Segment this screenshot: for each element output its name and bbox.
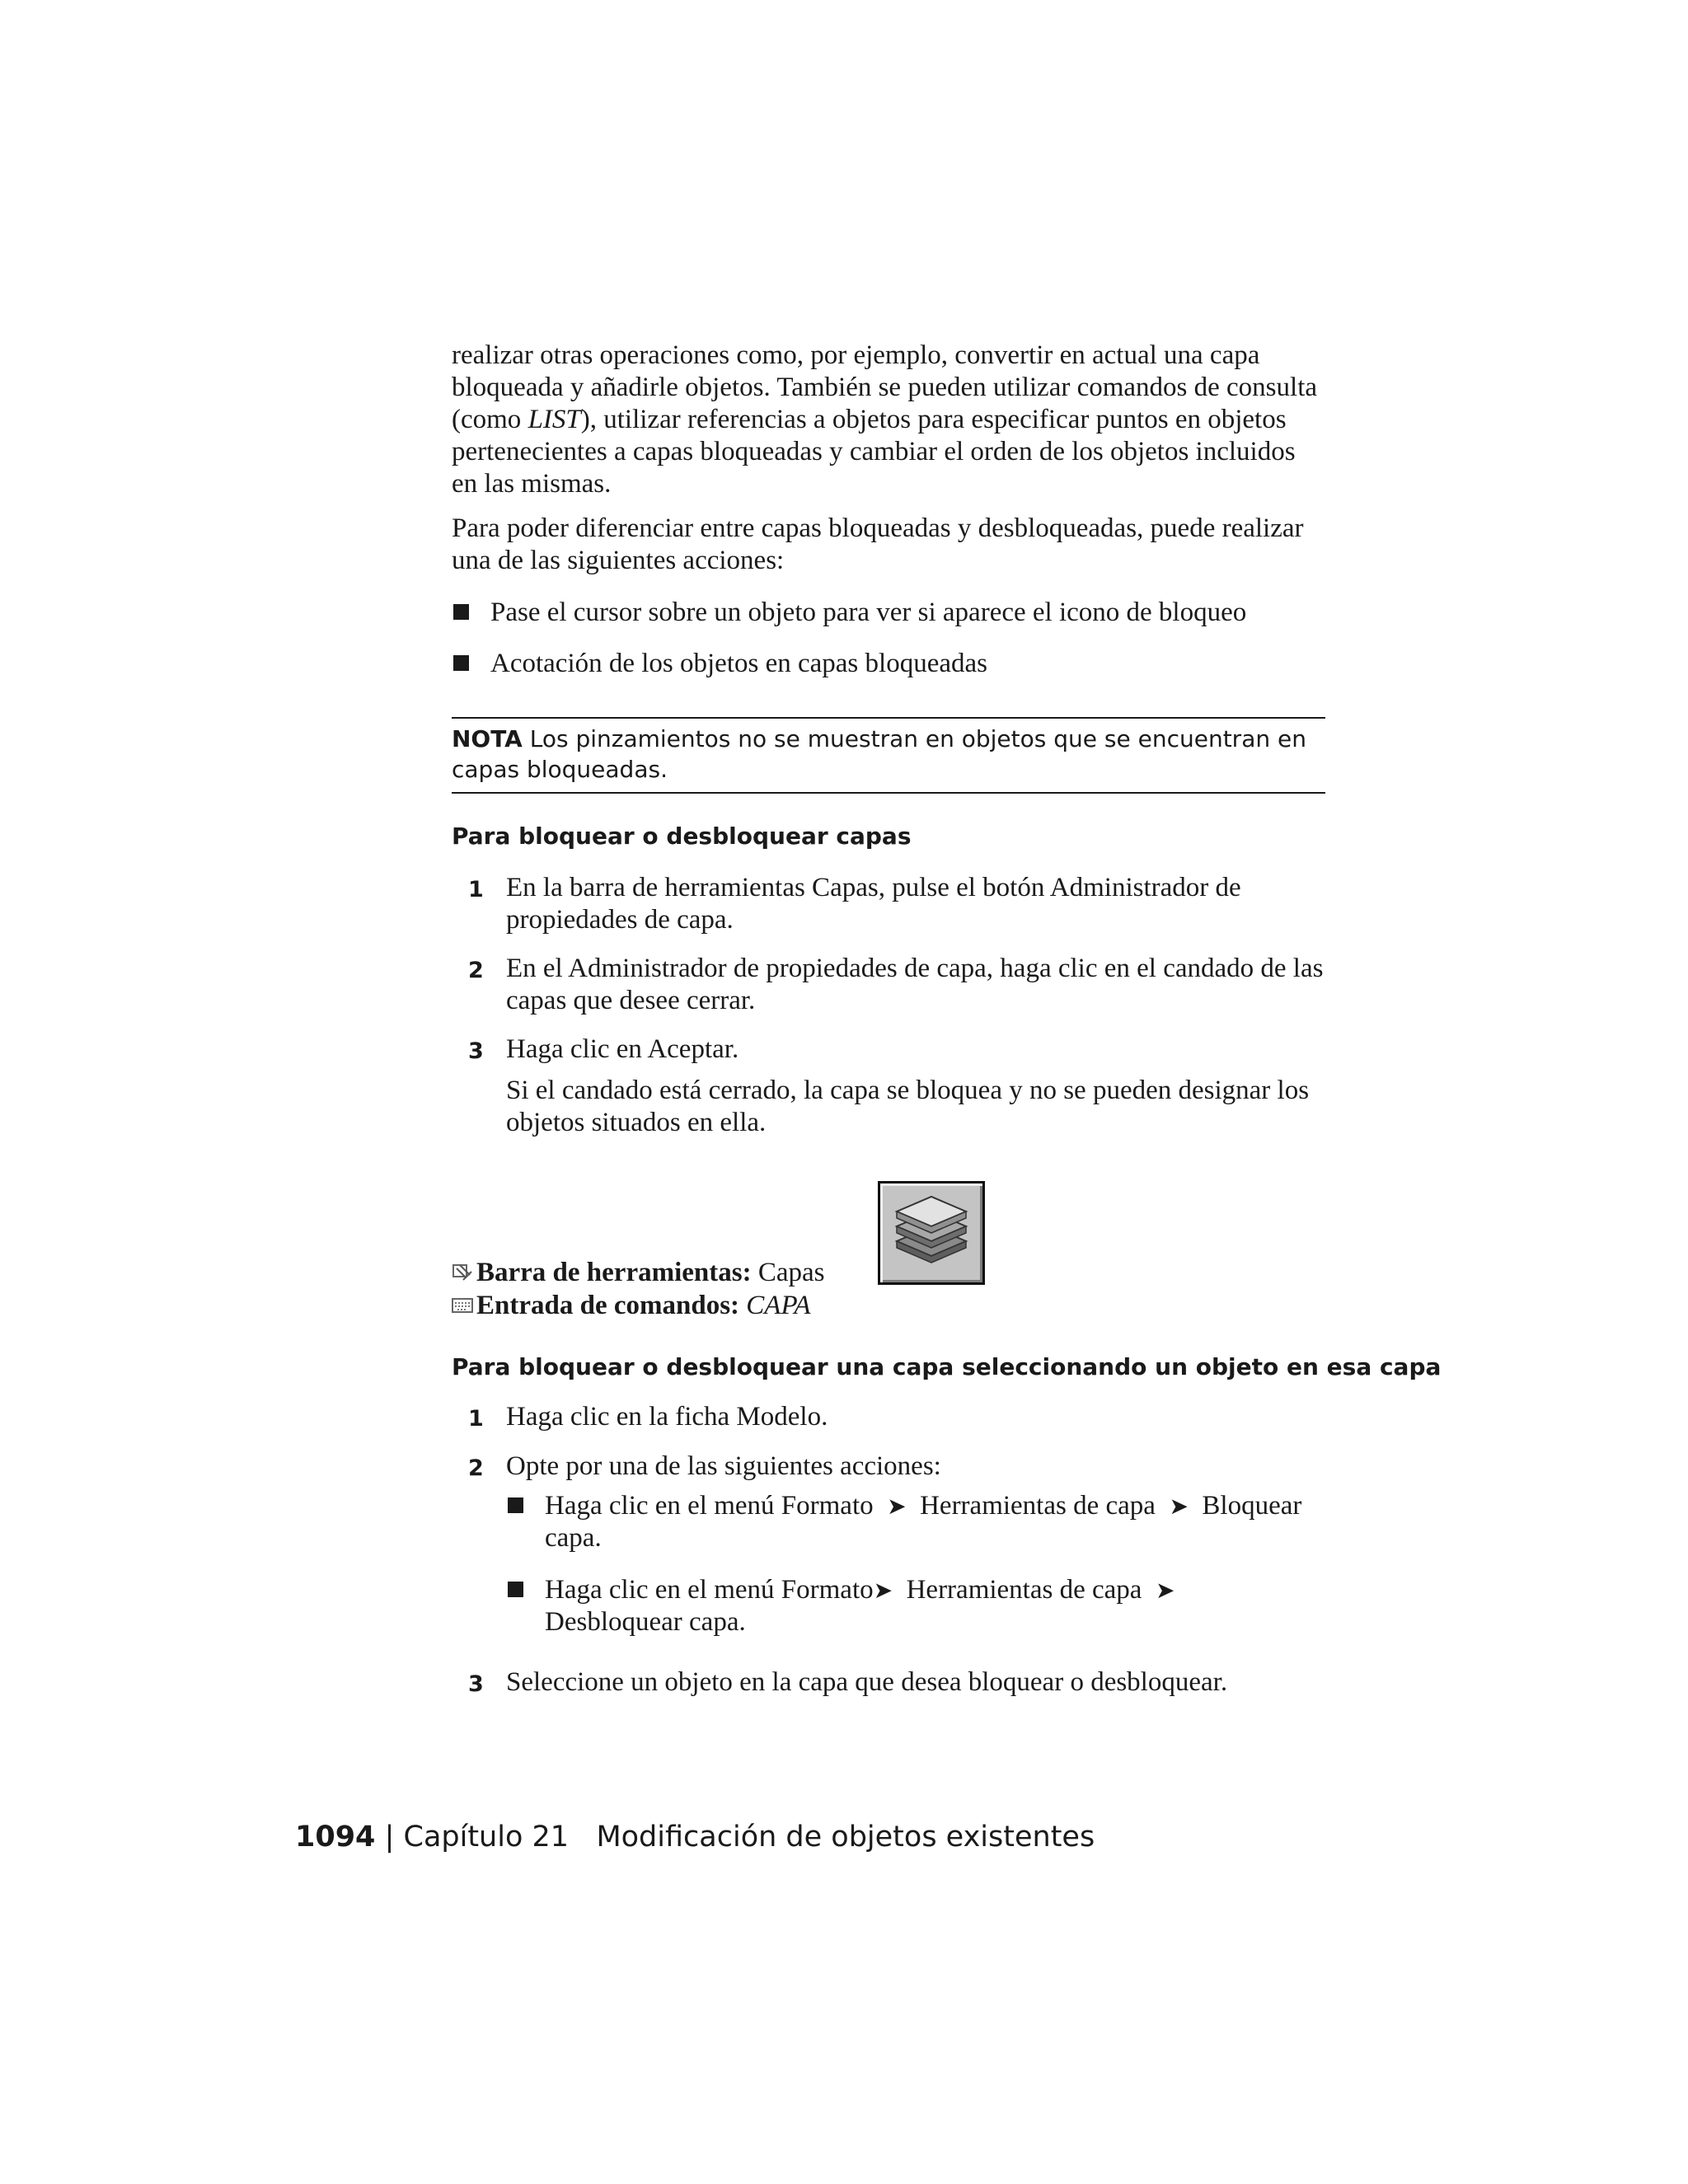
intro-paragraph-1 — [452, 340, 1325, 500]
footer-separator: | — [384, 1821, 395, 1854]
step-number: 3 — [468, 1671, 484, 1697]
menu-path-lock: Bloquear — [1202, 1491, 1302, 1521]
menu-arrow-icon: ➤ — [1155, 1577, 1175, 1604]
step-number: 2 — [468, 1455, 484, 1481]
step-item — [452, 1401, 1325, 1434]
note — [452, 724, 1329, 785]
step-item — [452, 953, 1325, 1019]
command-access-line — [452, 1289, 811, 1322]
step-item — [452, 1451, 1325, 1483]
menu-path-lock-continued: capa. — [545, 1523, 602, 1553]
bullet-square-icon — [453, 655, 469, 671]
sub-bullet-text — [545, 1490, 1326, 1554]
bullet-text: Pase el cursor sobre un objeto para ver si aparece el icono de bloqueo — [490, 598, 1247, 627]
toolbar-access-line — [452, 1256, 824, 1289]
bullet-item — [452, 648, 1325, 681]
bullet-item — [452, 597, 1325, 630]
toolbar-value: Capas — [757, 1258, 825, 1287]
sub-bullet-text — [545, 1574, 1326, 1638]
step-text: Seleccione un objeto en la capa que desea bloquear o desbloquear. — [506, 1667, 1228, 1697]
menu-arrow-icon: ➤ — [887, 1493, 907, 1520]
intro-text-start: realizar otras operaciones como, por ejemplo, convertir en actual una capa bloqueada y añadirle objetos. También se pueden utilizar comandos de consulta (como — [452, 340, 1318, 434]
menu-path-layer-tools: Herramientas de capa — [906, 1575, 1142, 1605]
step-item — [452, 1666, 1325, 1699]
step-number: 1 — [468, 1406, 484, 1432]
menu-arrow-icon: ➤ — [873, 1577, 893, 1604]
keyboard-icon — [452, 1296, 473, 1315]
command-label: Entrada de comandos: — [476, 1291, 740, 1320]
command-value: CAPA — [746, 1291, 811, 1320]
note-text: Los pinzamientos no se muestran en objetos que se encuentran en capas bloqueadas. — [452, 725, 1306, 783]
sub-bullet-item — [506, 1574, 1325, 1640]
note-bottom-rule — [452, 792, 1325, 794]
layers-toolbar-button[interactable] — [878, 1181, 985, 1285]
menu-path-unlock: Desbloquear capa. — [545, 1607, 746, 1637]
step-item — [452, 1033, 1325, 1066]
toolbar-label: Barra de herramientas: — [476, 1258, 752, 1287]
bullet-square-icon — [508, 1582, 523, 1597]
intro-text-end: ), utilizar referencias a objetos para especificar puntos en objetos pertenecientes a capas bloqueadas y cambiar el orden de los objetos incluidos en las mismas. — [452, 405, 1296, 499]
step-text: En la barra de herramientas Capas, pulse el botón Administrador de propiedades de capa. — [506, 873, 1241, 935]
step-text: Opte por una de las siguientes acciones: — [506, 1451, 941, 1481]
menu-path-layer-tools: Herramientas de capa — [920, 1491, 1156, 1521]
step-number: 1 — [468, 877, 484, 902]
menu-path-format: Haga clic en el menú Formato — [545, 1491, 874, 1521]
step-number: 3 — [468, 1038, 484, 1064]
step-item — [452, 872, 1325, 938]
note-top-rule — [452, 717, 1325, 719]
chapter-title: Modificación de objetos existentes — [596, 1821, 1095, 1854]
toolbar-icon — [452, 1262, 473, 1283]
note-label: NOTA — [452, 725, 523, 752]
intro-paragraph-2: Para poder diferenciar entre capas bloqueadas y desbloqueadas, puede realizar una de las siguientes acciones: — [452, 513, 1304, 575]
step-text: Haga clic en Aceptar. — [506, 1034, 739, 1064]
step-text: Haga clic en la ficha Modelo. — [506, 1402, 828, 1432]
layers-icon — [880, 1183, 982, 1282]
step-followup: Si el candado está cerrado, la capa se bloquea y no se pueden designar los objetos situados en ella. — [506, 1076, 1310, 1137]
menu-arrow-icon: ➤ — [1169, 1493, 1189, 1520]
page-footer — [295, 1820, 1095, 1854]
page-number: 1094 — [295, 1821, 376, 1854]
chapter-label: Capítulo 21 — [403, 1821, 570, 1854]
bullet-square-icon — [508, 1497, 523, 1513]
section-heading: Para bloquear o desbloquear una capa seleccionando un objeto en esa capa — [452, 1353, 1442, 1380]
step-number: 2 — [468, 958, 484, 983]
sub-bullet-item — [506, 1490, 1325, 1556]
bullet-text: Acotación de los objetos en capas bloqueadas — [490, 649, 987, 678]
command-name-list: LIST — [528, 405, 581, 434]
menu-path-format: Haga clic en el menú Formato — [545, 1575, 874, 1605]
step-text: En el Administrador de propiedades de capa, haga clic en el candado de las capas que desee cerrar. — [506, 954, 1324, 1015]
bullet-square-icon — [453, 604, 469, 620]
section-heading: Para bloquear o desbloquear capas — [452, 823, 912, 850]
